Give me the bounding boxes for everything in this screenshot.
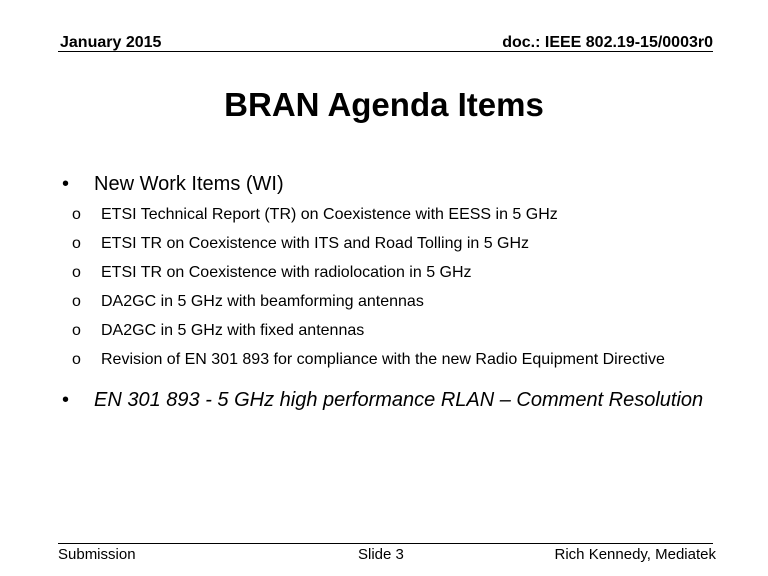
sub-item xyxy=(62,203,722,227)
bullet-marker: • xyxy=(62,173,70,195)
sub-marker: o xyxy=(72,293,81,310)
footer-divider xyxy=(58,543,713,544)
bullet-marker: • xyxy=(62,389,70,411)
footer-slide-number: Slide 3 xyxy=(358,546,404,563)
sub-item-text: ETSI TR on Coexistence with radiolocation in 5 GHz xyxy=(101,264,472,281)
sub-list xyxy=(62,203,722,372)
sub-marker: o xyxy=(72,206,81,223)
bullet-text: New Work Items (WI) xyxy=(94,173,284,195)
footer-submission: Submission xyxy=(58,546,136,563)
bullet-text: EN 301 893 - 5 GHz high performance RLAN – Comment Resolution xyxy=(94,389,704,411)
header-date: January 2015 xyxy=(60,34,162,51)
bullet-new-work-items xyxy=(62,170,722,198)
footer-author: Rich Kennedy, Mediatek xyxy=(554,546,716,563)
sub-item-text: Revision of EN 301 893 for compliance with the new Radio Equipment Directive xyxy=(101,351,665,368)
slide-content xyxy=(62,170,722,414)
sub-item xyxy=(62,290,722,314)
sub-item xyxy=(62,319,722,343)
sub-item xyxy=(62,232,722,256)
sub-item-text: ETSI Technical Report (TR) on Coexistence with EESS in 5 GHz xyxy=(101,206,558,223)
sub-item-text: DA2GC in 5 GHz with beamforming antennas xyxy=(101,293,424,310)
header-divider xyxy=(58,51,713,52)
sub-marker: o xyxy=(72,235,81,252)
sub-marker: o xyxy=(72,351,81,368)
sub-marker: o xyxy=(72,322,81,339)
sub-item-text: DA2GC in 5 GHz with fixed antennas xyxy=(101,322,365,339)
sub-item xyxy=(62,261,722,285)
slide-title: BRAN Agenda Items xyxy=(224,86,544,123)
bullet-en-301-893 xyxy=(62,386,722,414)
header-doc-id: doc.: IEEE 802.19-15/0003r0 xyxy=(502,34,713,51)
sub-item xyxy=(62,348,722,372)
sub-item-text: ETSI TR on Coexistence with ITS and Road Tolling in 5 GHz xyxy=(101,235,530,252)
sub-marker: o xyxy=(72,264,81,281)
